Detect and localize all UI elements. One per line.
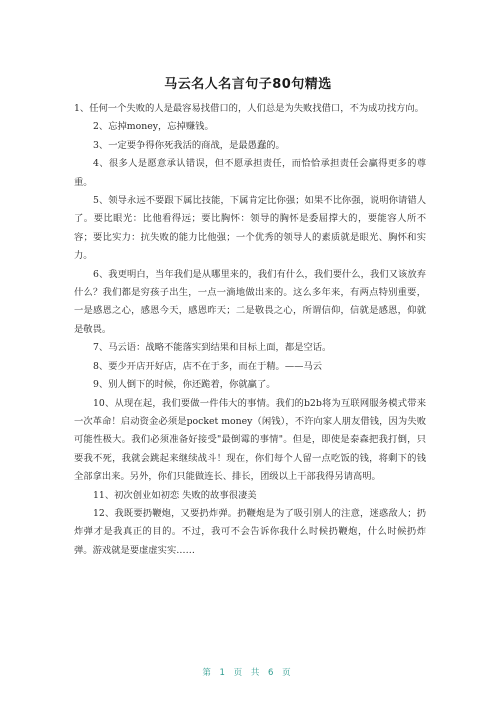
paragraph-3: 3、一定要争得你死我活的商战，是最愚蠢的。 [93, 139, 285, 151]
document-body [74, 100, 426, 560]
paragraph-2: 2、忘掉money，忘掉赚钱。 [93, 121, 214, 133]
paragraph-10: 10、从现在起，我们要做一件伟大的事情。我们的b2b将为互联网服务模式带来一次革命！启动资金必须是pocket money（闲钱），不许向家人朋友借钱，因为失败可能性极大。我们必须准备好接受"最倒霉的事情"。但是，即使是泰森把我打倒，只要我不死，我就会跳起来继续战斗！现在，你们每个人留一点吃饭的钱，将剩下的钱全部拿出来。另外，你们只能做连长、排长，团级以上干部我得另请高明。 [74, 397, 426, 483]
document-title: 马云名人名言句子80句精选 [164, 77, 332, 92]
paragraph-4: 4、很多人是愿意承认错误，但不愿承担责任，而恰恰承担责任会赢得更多的尊重。 [74, 158, 426, 188]
paragraph-6: 6、我更明白，当年我们是从哪里来的，我们有什么，我们要什么，我们又该放弃什么？我们都是穷孩子出生，一点一滴地做出来的。这么多年来，有两点特别重要，一是感恩之心，感恩今天，感恩昨天；二是敬畏之心，所谓信仰，信就是感恩，仰就是敬畏。 [74, 268, 426, 335]
page-number-footer: 第 1 页 共 6 页 [202, 668, 294, 678]
paragraph-1: 1、任何一个失败的人是最容易找借口的，人们总是为失败找借口，不为成功找方向。 [74, 103, 424, 114]
paragraph-5: 5、领导永远不要跟下属比技能，下属肯定比你强；如果不比你强，说明你请错人了。要比眼光：比他看得远；要比胸怀：领导的胸怀是委屈撑大的，要能容人所不容；要比实力：抗失败的能力比他强；一个优秀的领导人的素质就是眼光、胸怀和实力。 [74, 195, 426, 262]
paragraph-12: 12、我既要扔鞭炮，又要扔炸弹。扔鞭炮是为了吸引别人的注意，迷惑敌人；扔炸弹才是我真正的目的。不过，我可不会告诉你我什么时候扔鞭炮，什么时候扔炸弹。游戏就是要虚虚实实…… [74, 507, 426, 556]
paragraph-11: 11、初次创业如初恋 失败的故事很凄美 [93, 489, 257, 501]
paragraph-7: 7、马云语：战略不能落实到结果和目标上面，都是空话。 [93, 342, 332, 354]
paragraph-8: 8、要少开店开好店，店不在于多，而在于精。——马云 [93, 360, 323, 372]
paragraph-9: 9、别人倒下的时候，你还跪着，你就赢了。 [93, 379, 276, 391]
